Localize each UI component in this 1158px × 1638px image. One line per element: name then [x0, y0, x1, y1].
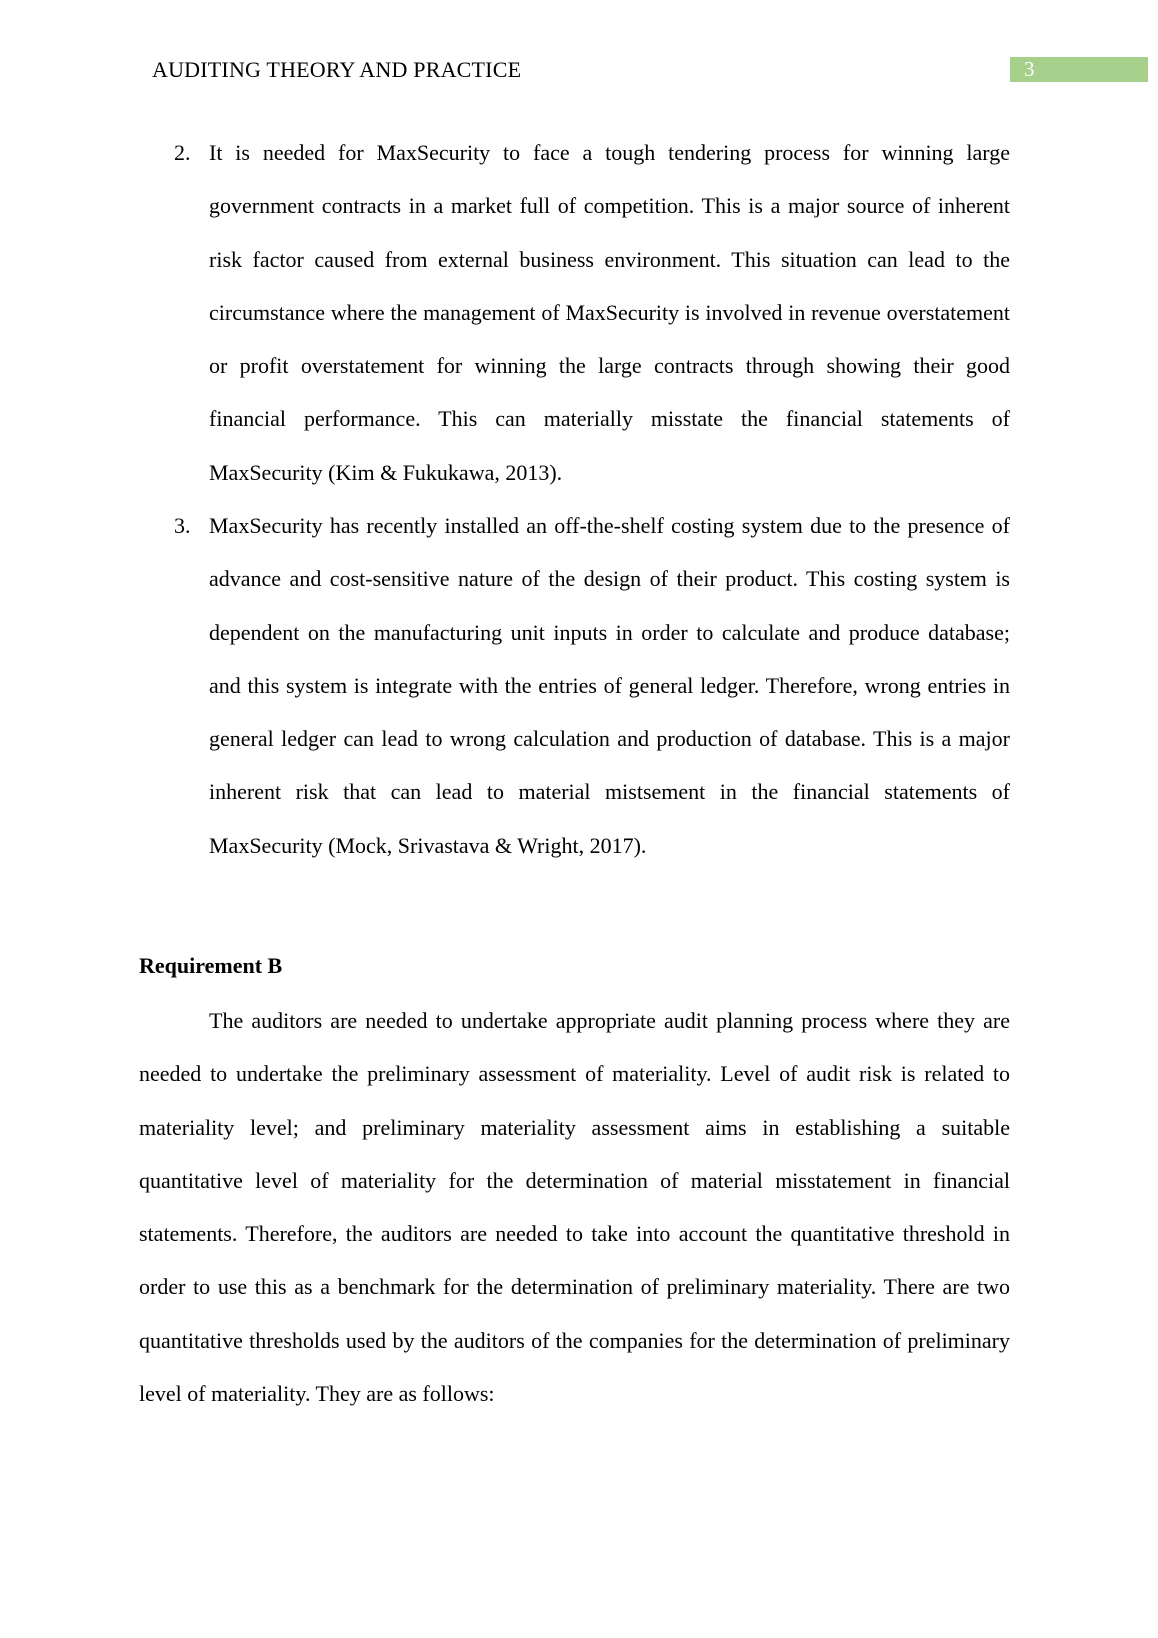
running-head-title: AUDITING THEORY AND PRACTICE [152, 57, 522, 82]
section-heading: Requirement B [139, 953, 283, 978]
page-number-badge [1010, 57, 1148, 82]
list-item [174, 499, 1010, 872]
list-item [174, 126, 1010, 499]
list-item-text: MaxSecurity has recently installed an off-the-shelf costing system due to the presence of advance and cost-sensitive nature of the design of their product. This costing system is dependent on the manufacturing unit inputs in order to calculate and produce database; and this system is integrate with the entries of general ledger. Therefore, wrong entries in general ledger can lead to wrong calculation and production of database. This is a major inherent risk that can lead to material mistsement in the financial statements of MaxSecurity (Mock, Srivastava & Wright, 2017). [209, 513, 1010, 858]
body-paragraph: The auditors are needed to undertake appropriate audit planning process where they are needed to undertake the preliminary assessment of materiality. Level of audit risk is related to materiality level; and preliminary materiality assessment aims in establishing a suitable quantitative level of materiality for the determination of material misstatement in financial statements. Therefore, the auditors are needed to take into account the quantitative threshold in order to use this as a benchmark for the determination of preliminary materiality. There are two quantitative thresholds used by the auditors of the companies for the determination of preliminary level of materiality. They are as follows: [139, 1008, 1010, 1407]
list-item-number: 3. [174, 513, 191, 538]
list-item-text: It is needed for MaxSecurity to face a tough tendering process for winning large government contracts in a market full of competition. This is a major source of inherent risk factor caused from external business environment. This situation can lead to the circumstance where the management of MaxSecurity is involved in revenue overstatement or profit overstatement for winning the large contracts through showing their good financial performance. This can materially misstate the financial statements of MaxSecurity (Kim & Fukukawa, 2013). [209, 140, 1010, 485]
page-number: 3 [1024, 57, 1035, 81]
list-item-number: 2. [174, 140, 191, 165]
